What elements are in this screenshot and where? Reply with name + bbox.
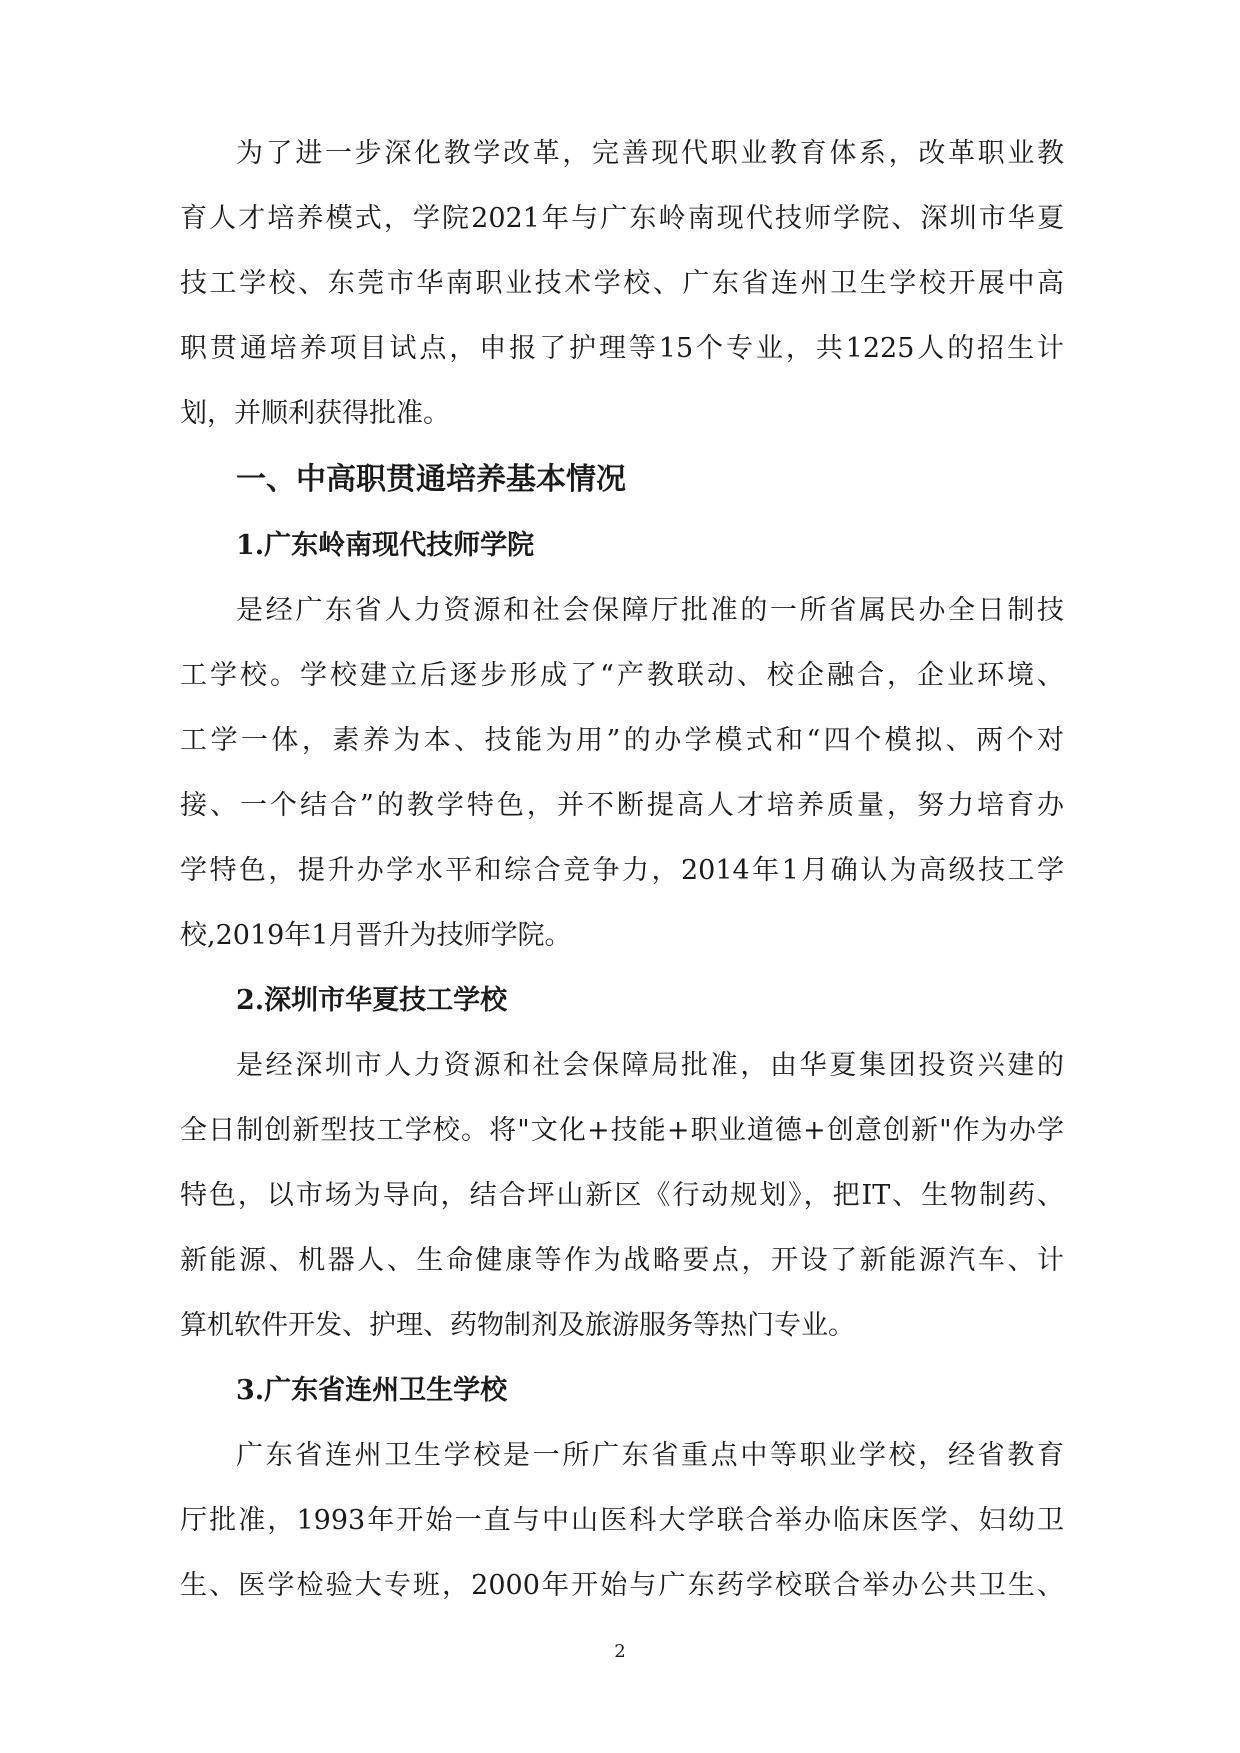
paragraph-3-line-3: 特色，以市场为导向，结合坪山新区《行动规划》，把IT、生物制药、 xyxy=(180,1180,1064,1211)
subheading-1: 1.广东岭南现代技师学院 xyxy=(236,530,535,561)
paragraph-3-line-4: 新能源、机器人、生命健康等作为战略要点，开设了新能源汽车、计 xyxy=(180,1245,1064,1276)
paragraph-4-line-1: 广东省连州卫生学校是一所广东省重点中等职业学校，经省教育 xyxy=(236,1440,1064,1471)
paragraph-1-line-2: 育人才培养模式，学院2021年与广东岭南现代技师学院、深圳市华夏 xyxy=(180,203,1064,234)
paragraph-1-line-5: 划，并顺利获得批准。 xyxy=(180,398,450,429)
subheading-2: 2.深圳市华夏技工学校 xyxy=(236,985,508,1016)
paragraph-2-line-1: 是经广东省人力资源和社会保障厅批准的一所省属民办全日制技 xyxy=(236,595,1064,626)
paragraph-3-line-1: 是经深圳市人力资源和社会保障局批准，由华夏集团投资兴建的 xyxy=(236,1050,1064,1081)
paragraph-1-line-4: 职贯通培养项目试点，申报了护理等15个专业，共1225人的招生计 xyxy=(180,333,1064,364)
paragraph-1-line-1: 为了进一步深化教学改革，完善现代职业教育体系，改革职业教 xyxy=(236,138,1064,169)
paragraph-2-line-2: 工学校。学校建立后逐步形成了“产教联动、校企融合，企业环境、 xyxy=(180,660,1064,691)
paragraph-2-line-6: 校,2019年1月晋升为技师学院。 xyxy=(180,920,572,951)
paragraph-3-line-5: 算机软件开发、护理、药物制剂及旅游服务等热门专业。 xyxy=(180,1310,855,1341)
subheading-3: 3.广东省连州卫生学校 xyxy=(236,1375,508,1406)
paragraph-4-line-3: 生、医学检验大专班，2000年开始与广东药学校联合举办公共卫生、 xyxy=(180,1570,1064,1601)
page-number: 2 xyxy=(614,1641,626,1662)
paragraph-2-line-5: 学特色，提升办学水平和综合竞争力，2014年1月确认为高级技工学 xyxy=(180,855,1064,886)
paragraph-1-line-3: 技工学校、东莞市华南职业技术学校、广东省连州卫生学校开展中高 xyxy=(180,268,1064,299)
paragraph-3-line-2: 全日制创新型技工学校。将"文化+技能+职业道德+创意创新"作为办学 xyxy=(180,1115,1064,1146)
paragraph-2-line-3: 工学一体，素养为本、技能为用”的办学模式和“四个模拟、两个对 xyxy=(180,725,1064,756)
paragraph-4-line-2: 厅批准，1993年开始一直与中山医科大学联合举办临床医学、妇幼卫 xyxy=(180,1505,1064,1536)
section-heading: 一、中高职贯通培养基本情况 xyxy=(236,462,626,497)
paragraph-2-line-4: 接、一个结合”的教学特色，并不断提高人才培养质量，努力培育办 xyxy=(180,790,1064,821)
